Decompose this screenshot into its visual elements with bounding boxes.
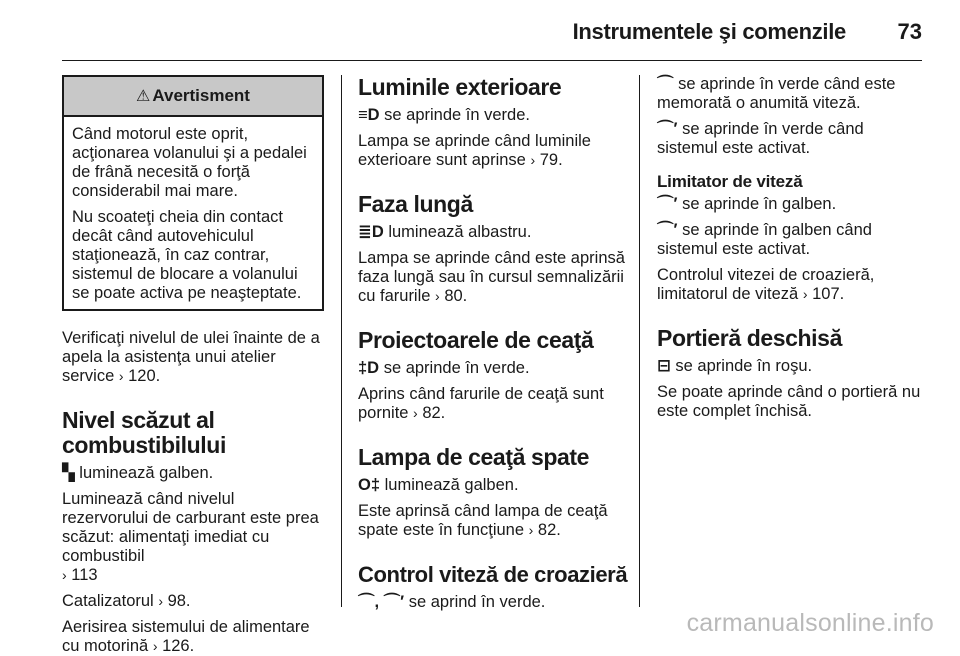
oil-paragraph: Verificaţi nivelul de ulei înainte de a apela la asistenţa unui atelier service › 120.: [62, 329, 320, 385]
speed-limiter-active-paragraph: ⌒′ se aprinde în galben când sistemul este activat.: [657, 221, 872, 258]
reference-arrow-icon: ›: [530, 152, 536, 168]
cruise-memorized-paragraph: ⌒ se aprinde în verde când este memorată o anumită viteză.: [657, 75, 896, 112]
speed-limiter-icon: ⌒′: [657, 221, 678, 239]
fuel-pump-icon: ▚: [62, 464, 75, 482]
fuel-paragraph: Luminează când nivelul rezervorului de carburant este prea scăzut: alimentaţi imediat cu combustibil › 113: [62, 490, 319, 584]
high-beam-line: ≣D luminează albastru.: [358, 223, 532, 241]
reference-arrow-icon: ›: [62, 567, 67, 583]
speed-limiter-icon: ⌒′: [657, 195, 678, 213]
reference-arrow-icon: ›: [528, 522, 534, 538]
door-open-paragraph: Se poate aprinde când o portieră nu este complet închisă.: [657, 383, 921, 420]
door-open-heading: Portieră deschisă: [657, 325, 842, 351]
page-number: 73: [897, 19, 922, 44]
reference-arrow-icon: ›: [435, 288, 440, 304]
page-reference[interactable]: 80.: [444, 287, 468, 305]
high-beam-heading: Faza lungă: [358, 191, 473, 217]
reference-arrow-icon: ›: [413, 405, 418, 421]
fog-light-icon: ‡D: [358, 359, 380, 377]
rear-fog-line: O‡ luminează galben.: [358, 476, 519, 494]
speed-limiter-paragraph: Controlul vitezei de croazieră, limitatorul de viteză › 107.: [657, 266, 875, 303]
exterior-lights-paragraph: Lampa se aprinde când luminile exterioare sunt aprinse › 79.: [358, 132, 591, 169]
reference-arrow-icon: ›: [152, 638, 158, 654]
page-reference[interactable]: 107.: [812, 285, 845, 303]
warning-title: Avertisment: [152, 86, 250, 105]
bleed-paragraph: Aerisirea sistemului de alimentare cu motorină › 126.: [62, 618, 310, 655]
warning-box: [62, 75, 324, 311]
cruise-control-active-icon: ⌒′: [657, 120, 678, 138]
cruise-control-icon: ⌒: [657, 75, 674, 93]
warning-paragraph: Nu scoateţi cheia din contact decât când autovehiculul staţionează, în caz contrar, sistemul de blocare a volanului se poate activa pe neaşteptate.: [72, 208, 302, 302]
rear-fog-light-icon: O‡: [358, 476, 381, 494]
cruise-control-heading: Control viteză de croazieră: [358, 562, 628, 587]
high-beam-paragraph: Lampa se aprinde când este aprinsă faza lungă sau în cursul semnalizării cu farurile › 80.: [358, 249, 625, 305]
fog-lights-paragraph: Aprins când farurile de ceaţă sunt pornite › 82.: [358, 385, 604, 422]
warning-triangle-icon: ⚠: [136, 88, 151, 105]
high-beam-icon: ≣D: [358, 223, 384, 241]
column-2: [358, 75, 628, 612]
header-divider: [62, 60, 922, 61]
fuel-lights-line: ▚ luminează galben.: [62, 464, 214, 482]
watermark: carmanualsonline.info: [686, 609, 934, 637]
rear-fog-heading: Lampa de ceaţă spate: [358, 444, 590, 470]
door-open-icon: ⊟: [657, 357, 671, 375]
exterior-lights-line: ≡D se aprinde în verde.: [358, 106, 530, 124]
page-header: [0, 16, 922, 52]
column-divider-1: [341, 75, 342, 607]
cruise-control-icon: ⌒, ⌒′: [358, 593, 405, 611]
warning-body: [64, 117, 322, 309]
column-3: [657, 75, 925, 421]
speed-limiter-line: ⌒′ se aprinde în galben.: [657, 195, 837, 213]
reference-arrow-icon: ›: [118, 368, 124, 384]
page-reference[interactable]: 98.: [167, 592, 191, 610]
cruise-control-line: ⌒, ⌒′ se aprind în verde.: [358, 593, 546, 611]
page-title: Instrumentele şi comenzile: [572, 19, 846, 44]
reference-arrow-icon: ›: [802, 286, 808, 302]
catalyst-paragraph: Catalizatorul › 98.: [62, 592, 191, 610]
rear-fog-paragraph: Este aprinsă când lampa de ceaţă spate este în funcţiune › 82.: [358, 502, 608, 539]
cruise-active-paragraph: ⌒′ se aprinde în verde când sistemul este activat.: [657, 120, 864, 157]
door-open-line: ⊟ se aprinde în roşu.: [657, 357, 813, 375]
fog-lights-heading: Proiectoarele de ceaţă: [358, 327, 594, 353]
warning-header: [64, 77, 322, 117]
page-reference[interactable]: 113: [71, 566, 98, 584]
page-reference[interactable]: 82.: [422, 404, 446, 422]
page-reference[interactable]: 79.: [539, 151, 563, 169]
exterior-lights-icon: ≡D: [358, 106, 380, 124]
speed-limiter-heading: Limitator de viteză: [657, 172, 803, 191]
page-reference[interactable]: 126.: [162, 637, 195, 655]
fog-lights-line: ‡D se aprinde în verde.: [358, 359, 530, 377]
reference-arrow-icon: ›: [158, 593, 163, 609]
page-reference[interactable]: 120.: [128, 367, 161, 385]
column-1: [62, 75, 324, 656]
page-reference[interactable]: 82.: [537, 521, 561, 539]
fuel-heading: Nivel scăzut al combustibilului: [62, 407, 226, 458]
warning-paragraph: Când motorul este oprit, acţionarea volanului şi a pedalei de frână necesită o forţă considerabil mai mare.: [72, 125, 307, 200]
column-divider-2: [639, 75, 640, 607]
exterior-lights-heading: Luminile exterioare: [358, 74, 562, 100]
